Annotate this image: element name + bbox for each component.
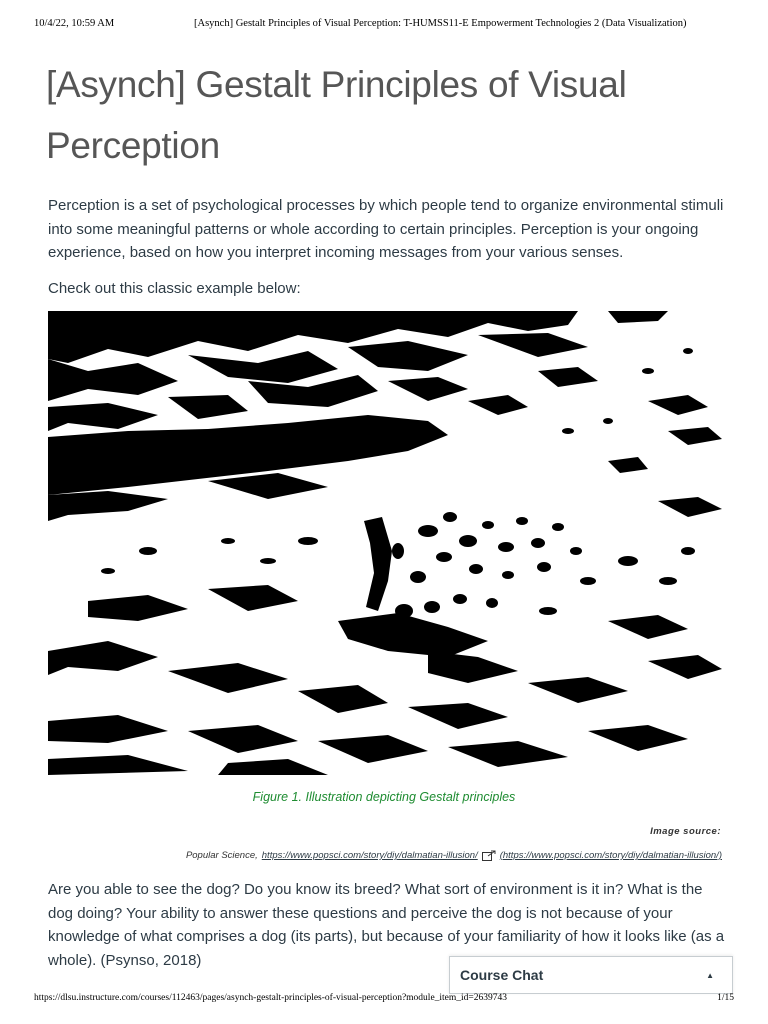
question-paragraph: Are you able to see the dog? Do you know its breed? What sort of environment is it in? What is the dog doing? Your ability to answer these questions and perceive the dog is not because of your knowledge of what comprises a dog (its parts), but because of your familiarity of how it looks like (as a whole). (Psynso, 2018)	[48, 881, 725, 969]
course-chat-title: Course Chat	[460, 967, 544, 983]
figure-caption: Figure 1. Illustration depicting Gestalt principles	[252, 790, 516, 804]
page-title: [Asynch] Gestalt Principles of Visual Perception	[46, 64, 627, 166]
print-page-title: [Asynch] Gestalt Principles of Visual Perception: T-HUMSS11-E Empowerment Technologies 2 (Data Visualization)	[194, 18, 687, 29]
chevron-up-icon[interactable]: ▲	[706, 970, 714, 980]
print-url: https://dlsu.instructure.com/courses/112463/pages/asynch-gestalt-principles-of-visual-perception?module_item_id=2639743	[34, 993, 508, 1003]
source-publisher: Popular Science,	[185, 850, 258, 861]
example-intro-paragraph: Check out this classic example below:	[48, 280, 301, 297]
source-link-parenthetical[interactable]: (https://www.popsci.com/story/diy/dalmatian-illusion/)	[499, 850, 722, 861]
source-link[interactable]: https://www.popsci.com/story/diy/dalmatian-illusion/	[261, 850, 478, 861]
dalmatian-illusion-image	[48, 311, 722, 775]
print-footer	[34, 993, 734, 1003]
image-source-label: Image source:	[650, 826, 721, 837]
intro-paragraph: Perception is a set of psychological processes by which people tend to organize environmental stimuli into some meaningful patterns or whole according to certain principles. Perception is your ongoing experience, based on how you interpret incoming messages from your various senses.	[48, 197, 724, 261]
print-datetime: 10/4/22, 10:59 AM	[34, 18, 115, 29]
course-chat-panel[interactable]	[449, 956, 733, 994]
external-link-icon	[482, 850, 496, 861]
print-page-number: 1/15	[717, 993, 734, 1003]
image-source-line	[186, 850, 722, 861]
print-header	[34, 18, 744, 29]
